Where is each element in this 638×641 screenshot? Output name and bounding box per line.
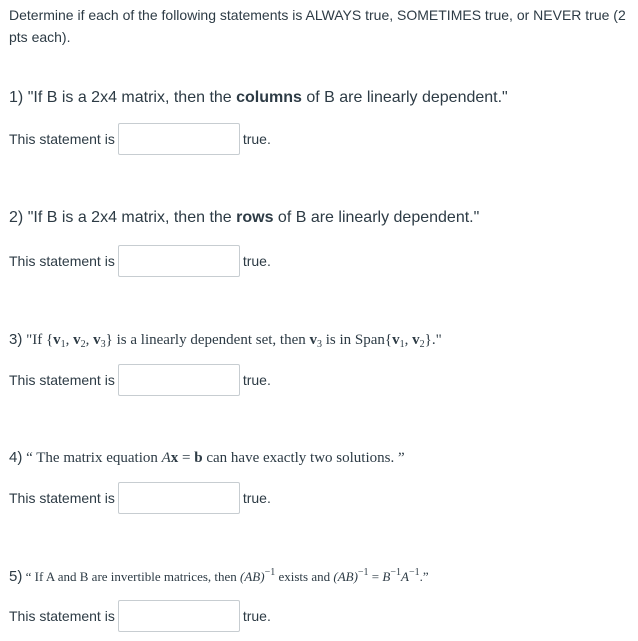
superscript: −1 xyxy=(408,567,420,578)
answer-dropdown-3[interactable] xyxy=(118,364,240,396)
question-text-pre: "If B is a 2x4 matrix, then the xyxy=(27,209,237,226)
matrix-product: (AB) xyxy=(333,569,358,584)
superscript: −1 xyxy=(357,567,369,578)
span-operator: Span xyxy=(354,332,385,348)
answer-prefix: This statement is xyxy=(9,131,115,147)
question-bold-word: columns xyxy=(236,89,302,106)
answer-row-3 xyxy=(9,363,271,397)
subscript: 2 xyxy=(419,339,425,350)
question-number: 2) xyxy=(9,209,24,226)
math-text: is in xyxy=(321,332,355,348)
close-quote: ” xyxy=(397,450,405,466)
subscript: 3 xyxy=(100,339,106,350)
answer-row-4 xyxy=(9,481,271,515)
question-3 xyxy=(9,330,442,350)
close-quote: .” xyxy=(419,569,429,584)
question-bold-word: rows xyxy=(236,209,274,226)
math-text: The matrix equation xyxy=(32,450,162,466)
equals: = xyxy=(178,450,195,466)
question-4 xyxy=(9,448,405,468)
answer-row-1 xyxy=(9,122,271,156)
question-2 xyxy=(9,208,479,228)
equals: = xyxy=(368,569,383,584)
comma: , xyxy=(404,332,413,348)
math-text: is a linearly dependent set, then xyxy=(112,332,310,348)
vector: v xyxy=(309,332,317,348)
vector: v xyxy=(412,332,420,348)
answer-row-2 xyxy=(9,244,271,278)
subscript: 1 xyxy=(60,339,66,350)
vector: b xyxy=(194,450,203,466)
question-text-pre: "If B is a 2x4 matrix, then the xyxy=(27,89,237,106)
answer-row-5 xyxy=(9,599,271,633)
brace: } xyxy=(105,332,113,348)
vector: v xyxy=(53,332,61,348)
answer-dropdown-2[interactable] xyxy=(118,245,240,277)
question-text-post: of B are linearly dependent." xyxy=(273,209,480,226)
matrix-product: (AB) xyxy=(240,569,265,584)
vector: v xyxy=(93,332,101,348)
answer-prefix: This statement is xyxy=(9,372,115,388)
vector: v xyxy=(73,332,81,348)
open-quote: “ xyxy=(26,450,33,466)
instructions: Determine if each of the following statements is ALWAYS true, SOMETIMES true, or NEVER true (2 pts each). xyxy=(9,7,626,45)
answer-prefix: This statement is xyxy=(9,253,115,269)
math-text: If xyxy=(32,332,43,348)
subscript: 1 xyxy=(399,339,405,350)
answer-suffix: true. xyxy=(242,490,271,506)
brace: } xyxy=(424,332,432,348)
answer-dropdown-4[interactable] xyxy=(118,482,240,514)
brace: { xyxy=(45,332,54,348)
answer-dropdown-5[interactable] xyxy=(118,600,240,632)
question-number: 1) xyxy=(9,89,24,106)
answer-dropdown-1[interactable] xyxy=(118,123,240,155)
superscript: −1 xyxy=(390,567,401,578)
comma: , xyxy=(85,332,94,348)
answer-prefix: This statement is xyxy=(9,608,115,624)
subscript: 2 xyxy=(80,339,86,350)
answer-prefix: This statement is xyxy=(9,490,115,506)
question-1 xyxy=(9,88,508,108)
question-number: 3) xyxy=(9,331,23,348)
answer-suffix: true. xyxy=(242,372,271,388)
question-text-post: of B are linearly dependent." xyxy=(301,89,508,106)
brace: { xyxy=(384,332,393,348)
answer-suffix: true. xyxy=(242,131,271,147)
question-number: 4) xyxy=(9,449,23,466)
question-number: 5) xyxy=(9,568,23,585)
vector: x xyxy=(170,450,179,466)
math-text: If A and B are invertible matrices, then xyxy=(31,569,241,584)
math-text: can have exactly two solutions. xyxy=(202,450,398,466)
subscript: 3 xyxy=(316,339,322,350)
open-quote: “ xyxy=(25,569,32,584)
close-quote: ." xyxy=(431,332,442,348)
answer-suffix: true. xyxy=(242,253,271,269)
comma: , xyxy=(65,332,74,348)
matrix-symbol: A xyxy=(161,450,171,466)
vector: v xyxy=(392,332,400,348)
math-text: exists and xyxy=(275,569,334,584)
question-5 xyxy=(9,567,429,587)
open-quote: " xyxy=(26,332,33,348)
matrix-symbol: A xyxy=(400,569,409,584)
answer-suffix: true. xyxy=(242,608,271,624)
matrix-symbol: B xyxy=(382,569,391,584)
superscript: −1 xyxy=(264,567,276,578)
